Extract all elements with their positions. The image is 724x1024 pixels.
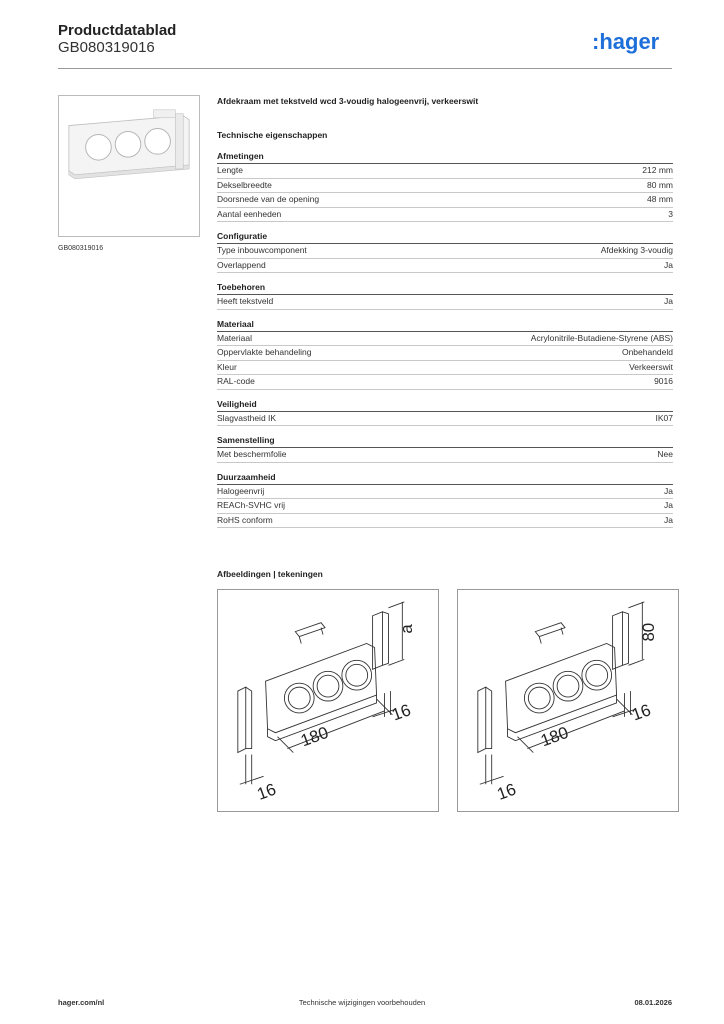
section-title: Afmetingen (217, 151, 673, 164)
spec-label: RAL-code (217, 376, 255, 386)
spec-label: Aantal eenheden (217, 208, 282, 219)
spec-label: Doorsnede van de opening (217, 194, 320, 204)
footer-website-link[interactable]: hager.com/nl (58, 998, 105, 1007)
spec-label: Kleur (217, 361, 237, 372)
section-title: Veiligheid (217, 399, 673, 412)
spec-value: Afdekking 3-voudig (600, 245, 673, 255)
tech-properties-heading: Technische eigenschappen (217, 130, 328, 140)
section-title: Duurzaamheid (217, 472, 673, 485)
spec-label: Overlappend (217, 259, 266, 270)
spec-section (217, 282, 673, 310)
dim-depth-label: 16 (254, 779, 279, 804)
figures-heading: Afbeeldingen | tekeningen (217, 569, 323, 579)
spec-row (217, 514, 673, 529)
spec-row (217, 259, 673, 274)
spec-value: IK07 (655, 412, 673, 423)
product-code: GB080319016 (58, 39, 155, 56)
dim-width-label: 180 (298, 722, 331, 751)
spec-value: Nee (657, 449, 673, 459)
brand-text: :hager (592, 29, 660, 54)
footer-notice: Technische wijzigingen voorbehouden (298, 998, 426, 1007)
spec-label: Met beschermfolie (217, 449, 287, 459)
spec-value: 3 (668, 208, 673, 219)
section-title: Materiaal (217, 319, 673, 332)
spec-row (217, 179, 673, 194)
spec-value: Ja (664, 500, 673, 510)
dim-height-label: a (397, 624, 417, 634)
technical-drawing-1 (217, 589, 439, 812)
footer-date: 08.01.2026 (634, 998, 672, 1007)
spec-section (217, 472, 673, 529)
spec-value: Acrylonitrile-Butadiene-Styrene (ABS) (530, 332, 673, 343)
dim-depth-label: 16 (494, 779, 519, 804)
dim-side-label: 16 (629, 700, 654, 725)
spec-row (217, 332, 673, 347)
product-description: Afdekraam met tekstveld wcd 3-voudig halogeenvrij, verkeerswit (217, 96, 479, 106)
spec-row (217, 485, 673, 500)
spec-label: RoHS conform (217, 514, 273, 525)
spec-row (217, 346, 673, 361)
spec-section (217, 151, 673, 222)
spec-row (217, 499, 673, 514)
header-divider (58, 68, 672, 69)
section-title: Configuratie (217, 231, 673, 244)
spec-row (217, 164, 673, 179)
image-caption: GB080319016 (58, 245, 104, 252)
spec-label: Materiaal (217, 332, 252, 343)
section-title: Samenstelling (217, 435, 673, 448)
page-title: Productdatablad (58, 22, 177, 39)
spec-value: Ja (664, 485, 673, 496)
spec-label: REACh-SVHC vrij (217, 500, 286, 510)
spec-row (217, 375, 673, 390)
spec-value: 80 mm (647, 179, 673, 190)
spec-row (217, 193, 673, 208)
spec-value: Verkeerswit (629, 361, 673, 372)
spec-section (217, 399, 673, 427)
spec-value: Ja (664, 296, 673, 306)
spec-row (217, 295, 673, 310)
spec-row (217, 361, 673, 376)
spec-label: Heeft tekstveld (217, 296, 274, 306)
dim-side-label: 16 (389, 700, 414, 725)
dim-height-label: 80 (639, 622, 659, 642)
spec-label: Oppervlakte behandeling (217, 347, 312, 357)
dim-width-label: 180 (538, 722, 571, 751)
spec-section (217, 319, 673, 390)
spec-section (217, 231, 673, 273)
spec-value: Ja (664, 259, 673, 270)
spec-label: Slagvastheid IK (217, 412, 277, 423)
spec-value: 212 mm (642, 165, 673, 175)
spec-column (217, 96, 673, 528)
spec-row (217, 448, 673, 463)
spec-value: 48 mm (647, 194, 673, 204)
spec-section (217, 435, 673, 463)
section-title: Toebehoren (217, 282, 673, 295)
spec-row (217, 208, 673, 223)
spec-sections (217, 151, 673, 528)
product-image (58, 95, 200, 237)
spec-label: Dekselbreedte (217, 179, 272, 190)
spec-row (217, 244, 673, 259)
technical-drawing-2 (457, 589, 679, 812)
spec-label: Halogeenvrij (217, 485, 265, 496)
hager-logo (592, 28, 672, 56)
spec-row (217, 412, 673, 427)
spec-value: 9016 (654, 376, 673, 386)
spec-value: Onbehandeld (621, 347, 673, 357)
spec-value: Ja (664, 514, 673, 525)
spec-label: Type inbouwcomponent (217, 245, 307, 255)
spec-label: Lengte (217, 165, 243, 175)
